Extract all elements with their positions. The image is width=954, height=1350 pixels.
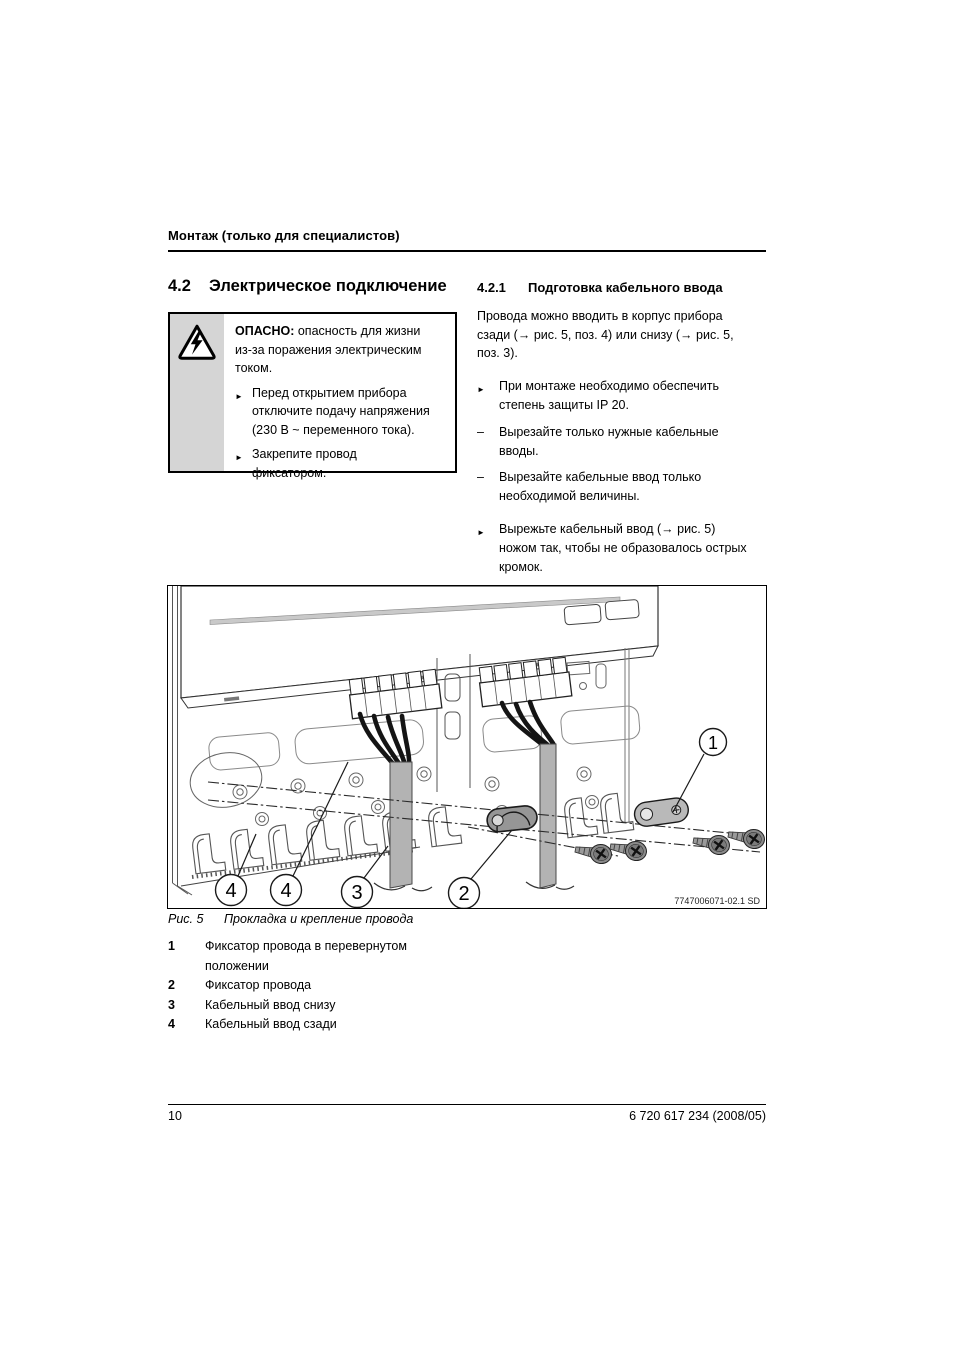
- legend-item: 4 Кабельный ввод сзади: [168, 1017, 337, 1031]
- figure-caption-text: Прокладка и крепление провода: [224, 912, 414, 926]
- intro-paragraph: Провода можно вводить в корпус прибора сзади (→ рис. 5, поз. 4) или снизу (→ рис. 5, поз. 3).: [477, 308, 734, 361]
- subsection-number: 4.2.1: [477, 280, 506, 295]
- svg-text:3: 3: [351, 882, 363, 904]
- electric-shock-warning-icon: [177, 323, 217, 360]
- instruction-bullet-2: ► Вырежьте кабельный ввод (→ рис. 5) ножом так, чтобы не образовалось острых кромок.: [477, 520, 747, 576]
- legend-item: 2 Фиксатор провода: [168, 978, 312, 992]
- triangle-bullet-icon: ►: [235, 453, 243, 462]
- callout-3: [342, 877, 373, 908]
- footer-rule: [168, 1104, 766, 1105]
- triangle-bullet-icon: ►: [477, 385, 485, 395]
- cover-knockout-1: [564, 604, 601, 625]
- instruction-bullet-1: ► При монтаже необходимо обеспечить степень защиты IP 20.: [477, 377, 747, 415]
- figure-caption: [168, 912, 413, 926]
- section-number: 4.2: [168, 277, 191, 295]
- warning-bullet-1: ► Перед открытием прибора отключите подачу напряжения (230 В ~ переменного тока).: [235, 384, 449, 440]
- warning-bullet-list: [235, 384, 449, 483]
- header-rule: [168, 250, 766, 252]
- warning-content: [224, 314, 455, 480]
- dash-bullet-icon: –: [477, 424, 484, 439]
- section-heading: [168, 277, 447, 296]
- cable-clamp-inverted: [633, 796, 690, 827]
- warning-text: [235, 322, 427, 378]
- triangle-bullet-icon: ►: [477, 527, 485, 537]
- svg-text:4: 4: [225, 880, 237, 902]
- fixing-screws: [574, 825, 766, 865]
- callout-4a: [216, 875, 247, 906]
- warning-bullet-2: ► Закрепите провод фиксатором.: [235, 445, 449, 482]
- warning-label: ОПАСНО:: [235, 324, 295, 338]
- figure-legend: [168, 937, 410, 1035]
- figure-caption-label: Рис. 5: [168, 912, 204, 926]
- page-number: 10: [168, 1109, 182, 1123]
- svg-text:2: 2: [458, 883, 470, 905]
- chassis-slots: [186, 705, 641, 813]
- running-header: Монтаж (только для специалистов): [168, 228, 400, 243]
- figure-ref-code: 7747006071-02.1 SD: [674, 896, 760, 906]
- legend-item: 1 Фиксатор провода в перевернутом положении: [168, 939, 407, 973]
- cable-clamp: [486, 805, 538, 833]
- callout-4b: [271, 875, 302, 906]
- subsection-title: Подготовка кабельного ввода: [528, 280, 723, 295]
- sub-bullet-1: – Вырезайте только нужные кабельные вводы.: [477, 423, 747, 461]
- cable-routing-diagram: [168, 586, 766, 908]
- instruction-list: [477, 377, 747, 415]
- callout-1: [700, 729, 727, 756]
- legend-item: 3 Кабельный ввод снизу: [168, 997, 336, 1012]
- figure-5: [167, 585, 767, 909]
- warning-icon-cell: [170, 314, 224, 471]
- svg-text:1: 1: [707, 733, 719, 753]
- sub-bullet-2: – Вырезайте кабельные ввод только необходимой величины.: [477, 468, 747, 506]
- cover-knockout-2: [605, 599, 639, 620]
- warning-box: [168, 312, 457, 480]
- section-title: Электрическое подключение: [209, 277, 447, 295]
- subsection-heading: [477, 279, 747, 298]
- triangle-bullet-icon: ►: [235, 391, 243, 401]
- svg-text:4: 4: [280, 880, 292, 902]
- document-number: 6 720 617 234 (2008/05): [629, 1109, 766, 1123]
- callout-2: [449, 878, 480, 909]
- warning-message: опасность для жизни из-за поражения электрическим током.: [235, 324, 422, 375]
- sub-instruction-list: [477, 423, 747, 506]
- dash-bullet-icon: –: [477, 470, 484, 485]
